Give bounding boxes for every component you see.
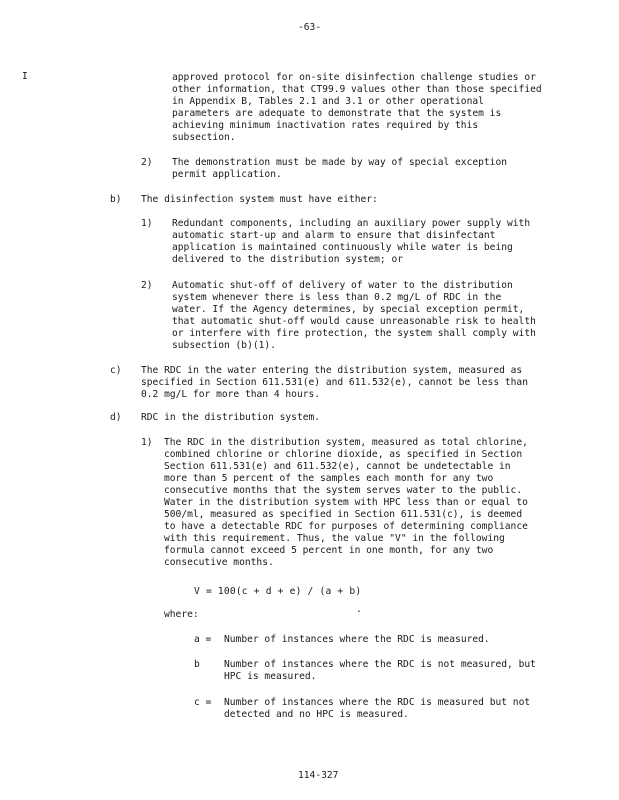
item-b-text: The disinfection system must have either: xyxy=(141,194,378,205)
text-line: achieving minimum inactivation rates required by this xyxy=(172,120,479,131)
item-b2-text xyxy=(172,280,536,352)
text-line: or interfere with fire protection, the system shall comply with xyxy=(172,328,536,339)
item-a2-text xyxy=(172,157,507,181)
text-line: Automatic shut-off of delivery of water to the distribution xyxy=(172,280,513,291)
text-line: with this requirement. Thus, the value "V" in the following xyxy=(164,533,505,544)
definition-b-text xyxy=(224,659,536,683)
definition-c-symbol: c = xyxy=(194,697,212,708)
text-line: The RDC in the distribution system, measured as total chlorine, xyxy=(164,437,528,448)
item-b1-number: 1) xyxy=(141,218,153,229)
page-footer: 114-327 xyxy=(298,770,339,781)
text-line: consecutive months. xyxy=(164,557,274,568)
item-b1-text xyxy=(172,218,530,266)
text-line: 0.2 mg/L for more than 4 hours. xyxy=(141,389,321,400)
text-line: other information, that CT99.9 values other than those specified xyxy=(172,84,542,95)
text-line: The demonstration must be made by way of special exception xyxy=(172,157,508,168)
item-d1-number: 1) xyxy=(141,437,153,448)
formula: V = 100(c + d + e) / (a + b) xyxy=(194,586,362,597)
stray-mark: . xyxy=(356,604,362,615)
definition-b-symbol: b xyxy=(194,659,200,670)
text-line: delivered to the distribution system; or xyxy=(172,254,404,265)
intro-paragraph xyxy=(172,72,542,144)
definition-a-text xyxy=(224,634,490,646)
text-line: automatic start-up and alarm to ensure that disinfectant xyxy=(172,230,496,241)
text-line: subsection. xyxy=(172,132,236,143)
text-line: in Appendix B, Tables 2.1 and 3.1 or other operational xyxy=(172,96,484,107)
item-c-label: c) xyxy=(110,365,122,376)
definition-a-symbol: a = xyxy=(194,634,212,645)
text-line: combined chlorine or chlorine dioxide, as specified in Section xyxy=(164,449,523,460)
text-line: water. If the Agency determines, by special exception permit, xyxy=(172,304,525,315)
text-line: Redundant components, including an auxiliary power supply with xyxy=(172,218,531,229)
text-line: permit application. xyxy=(172,169,282,180)
text-line: parameters are adequate to demonstrate that the system is xyxy=(172,108,502,119)
page-header: -63- xyxy=(298,22,322,33)
text-line: that automatic shut-off would cause unreasonable risk to health xyxy=(172,316,536,327)
text-line: Number of instances where the RDC is measured. xyxy=(224,634,490,645)
item-d1-text xyxy=(164,437,528,569)
text-line: Number of instances where the RDC is not measured, but xyxy=(224,659,536,670)
text-line: approved protocol for on-site disinfection challenge studies or xyxy=(172,72,536,83)
text-line: to have a detectable RDC for purposes of determining compliance xyxy=(164,521,528,532)
margin-mark: I xyxy=(22,71,28,82)
text-line: application is maintained continuously while water is being xyxy=(172,242,513,253)
item-a2-number: 2) xyxy=(141,157,153,168)
text-line: Number of instances where the RDC is measured but not xyxy=(224,697,531,708)
text-line: consecutive months that the system serves water to the public. xyxy=(164,485,523,496)
text-line: more than 5 percent of the samples each month for any two xyxy=(164,473,494,484)
text-line: HPC is measured. xyxy=(224,671,317,682)
where-label: where: xyxy=(164,609,199,620)
text-line: formula cannot exceed 5 percent in one month, for any two xyxy=(164,545,494,556)
item-b2-number: 2) xyxy=(141,280,153,291)
text-line: specified in Section 611.531(e) and 611.532(e), cannot be less than xyxy=(141,377,528,388)
text-line: subsection (b)(1). xyxy=(172,340,276,351)
text-line: Section 611.531(e) and 611.532(e), cannot be undetectable in xyxy=(164,461,511,472)
text-line: The RDC in the water entering the distribution system, measured as xyxy=(141,365,523,376)
text-line: Water in the distribution system with HPC less than or equal to xyxy=(164,497,528,508)
definition-c-text xyxy=(224,697,530,721)
item-b-label: b) xyxy=(110,194,122,205)
item-d-label: d) xyxy=(110,412,122,423)
text-line: system whenever there is less than 0.2 mg/L of RDC in the xyxy=(172,292,502,303)
text-line: detected and no HPC is measured. xyxy=(224,709,409,720)
item-d-text: RDC in the distribution system. xyxy=(141,412,321,423)
text-line: 500/ml, measured as specified in Section 611.531(c), is deemed xyxy=(164,509,523,520)
item-c-text xyxy=(141,365,528,401)
